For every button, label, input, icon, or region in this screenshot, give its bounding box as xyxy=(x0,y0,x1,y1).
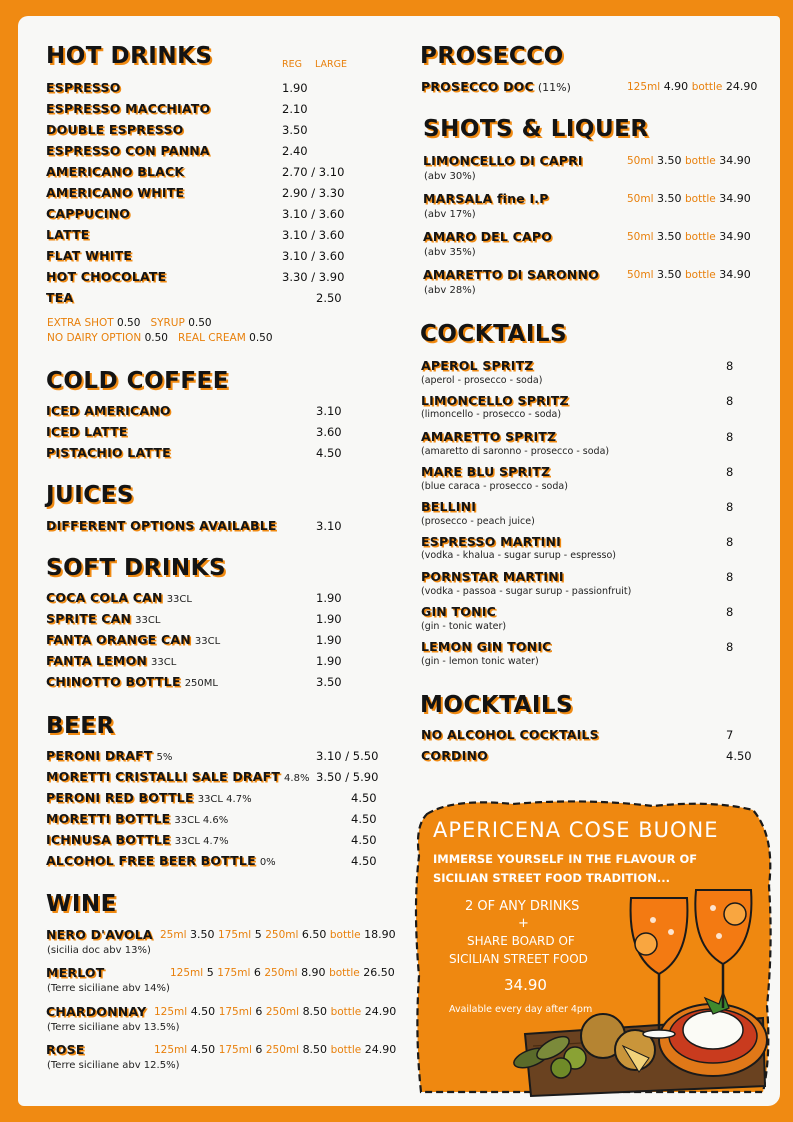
menu-price: 8 xyxy=(726,640,734,654)
menu-item: TEA xyxy=(46,290,74,305)
menu-item: APEROL SPRITZ xyxy=(421,358,534,373)
menu-price: 4.50 xyxy=(351,833,377,847)
menu-item: DIFFERENT OPTIONS AVAILABLE xyxy=(46,518,277,533)
menu-item-note: (sicilia doc abv 13%) xyxy=(47,945,151,956)
menu-item-note: (vodka - passoa - sugar surup - passionfruit) xyxy=(421,586,632,597)
cocktails-heading: COCKTAILS xyxy=(420,321,568,347)
promo-line-3: SICILIAN STREET FOOD xyxy=(449,952,588,966)
menu-price: 8 xyxy=(726,605,734,619)
wine-prices: 125ml 4.50 175ml 6 250ml 8.50 bottle 24.90 xyxy=(154,1005,397,1018)
menu-price: 3.10 / 3.60 xyxy=(282,249,345,263)
menu-price: 3.10 xyxy=(316,404,342,418)
menu-price: 3.10 / 3.60 xyxy=(282,228,345,242)
menu-price: 8 xyxy=(726,430,734,444)
cold-coffee-heading: COLD COFFEE xyxy=(46,368,229,394)
menu-item: PORNSTAR MARTINI xyxy=(421,569,564,584)
menu-price: 4.50 xyxy=(316,446,342,460)
menu-price: 3.60 xyxy=(316,425,342,439)
menu-price: 1.90 xyxy=(316,633,342,647)
menu-item: ICED LATTE xyxy=(46,424,128,439)
menu-price: 8 xyxy=(726,500,734,514)
apericena-promo xyxy=(413,796,777,1100)
menu-item: LATTE xyxy=(46,227,90,242)
wine-prices: 125ml 5 175ml 6 250ml 8.90 bottle 26.50 xyxy=(170,966,395,979)
menu-price: 3.30 / 3.90 xyxy=(282,270,345,284)
promo-note: Available every day after 4pm xyxy=(449,1004,593,1015)
menu-item-note: (aperol - prosecco - soda) xyxy=(421,375,543,386)
menu-item: MORETTI CRISTALLI SALE DRAFT 4.8% xyxy=(46,769,310,784)
menu-item-note: (Terre siciliane abv 12.5%) xyxy=(47,1060,180,1071)
menu-price: 1.90 xyxy=(316,654,342,668)
menu-item: AMERICANO BLACK xyxy=(46,164,185,179)
menu-item-note: (abv 30%) xyxy=(424,171,476,182)
menu-price: 3.50 / 5.90 xyxy=(316,770,379,784)
menu-price: 3.10 xyxy=(316,519,342,533)
menu-item: MARE BLU SPRITZ xyxy=(421,464,551,479)
menu-item-note: (Terre siciliane abv 14%) xyxy=(47,983,170,994)
menu-item: BELLINI xyxy=(421,499,477,514)
prosecco-prices: 125ml 4.90 bottle 24.90 xyxy=(627,80,758,93)
menu-item-note: (prosecco - peach juice) xyxy=(421,516,535,527)
menu-item-note: (gin - lemon tonic water) xyxy=(421,656,539,667)
extras-line-2: NO DAIRY OPTION 0.50 REAL CREAM 0.50 xyxy=(47,332,273,344)
promo-plus: + xyxy=(518,916,529,931)
menu-price: 7 xyxy=(726,728,734,742)
shot-prices: 50ml 3.50 bottle 34.90 xyxy=(627,268,751,281)
wine-heading: WINE xyxy=(46,891,117,917)
menu-price: 2.10 xyxy=(282,102,308,116)
menu-price: 8 xyxy=(726,535,734,549)
menu-item: CORDINO xyxy=(421,748,488,763)
menu-item: LIMONCELLO SPRITZ xyxy=(421,393,569,408)
promo-line-2: SHARE BOARD OF xyxy=(467,934,575,948)
menu-price: 2.90 / 3.30 xyxy=(282,186,345,200)
shots-heading: SHOTS & LIQUER xyxy=(423,116,649,142)
menu-item-note: (gin - tonic water) xyxy=(421,621,507,632)
menu-item: ESPRESSO xyxy=(46,80,121,95)
menu-price: 3.50 xyxy=(316,675,342,689)
menu-price: 1.90 xyxy=(282,81,308,95)
menu-price: 2.50 xyxy=(316,291,342,305)
promo-line-1: 2 OF ANY DRINKS xyxy=(465,899,580,914)
menu-item-note: (limoncello - prosecco - soda) xyxy=(421,409,562,420)
menu-item: CHINOTTO BOTTLE 250ML xyxy=(46,674,218,689)
promo-price: 34.90 xyxy=(504,976,547,994)
menu-item: PROSECCO DOC (11%) xyxy=(421,79,571,94)
menu-price: 2.40 xyxy=(282,144,308,158)
menu-item-note: (vodka - khalua - sugar surup - espresso) xyxy=(421,550,617,561)
menu-item-note: (Terre siciliane abv 13.5%) xyxy=(47,1022,180,1033)
menu-item: ESPRESSO MACCHIATO xyxy=(46,101,211,116)
menu-item: MERLOT xyxy=(46,965,105,980)
menu-item: GIN TONIC xyxy=(421,604,496,619)
menu-item: ESPRESSO MARTINI xyxy=(421,534,561,549)
menu-item: NO ALCOHOL COCKTAILS xyxy=(421,727,599,742)
menu-item: FLAT WHITE xyxy=(46,248,133,263)
menu-item-note: (abv 28%) xyxy=(424,285,476,296)
menu-item: AMARO DEL CAPO xyxy=(423,229,553,244)
menu-item: FANTA LEMON 33CL xyxy=(46,653,177,668)
reg-label: REG xyxy=(282,59,302,70)
prosecco-heading: PROSECCO xyxy=(420,43,564,69)
menu-item: PISTACHIO LATTE xyxy=(46,445,171,460)
juices-heading: JUICES xyxy=(46,482,134,508)
menu-price: 4.50 xyxy=(726,749,752,763)
promo-intro-1: IMMERSE YOURSELF IN THE FLAVOUR OF xyxy=(433,852,698,866)
menu-item-note: (abv 17%) xyxy=(424,209,476,220)
menu-item: COCA COLA CAN 33CL xyxy=(46,590,192,605)
soft-drinks-heading: SOFT DRINKS xyxy=(46,555,227,581)
menu-price: 3.50 xyxy=(282,123,308,137)
menu-item: ROSE xyxy=(46,1042,85,1057)
menu-item: ICHNUSA BOTTLE 33CL 4.7% xyxy=(46,832,229,847)
menu-item: SPRITE CAN 33CL xyxy=(46,611,161,626)
menu-price: 8 xyxy=(726,359,734,373)
shot-prices: 50ml 3.50 bottle 34.90 xyxy=(627,192,751,205)
menu-item: FANTA ORANGE CAN 33CL xyxy=(46,632,221,647)
menu-item: ICED AMERICANO xyxy=(46,403,171,418)
menu-item: ALCOHOL FREE BEER BOTTLE 0% xyxy=(46,853,276,868)
menu-item: DOUBLE ESPRESSO xyxy=(46,122,184,137)
menu-item: PERONI DRAFT 5% xyxy=(46,748,173,763)
menu-item-note: (blue caraca - prosecco - soda) xyxy=(421,481,568,492)
menu-price: 8 xyxy=(726,394,734,408)
menu-price: 4.50 xyxy=(351,812,377,826)
promo-intro-2: SICILIAN STREET FOOD TRADITION... xyxy=(433,871,670,885)
menu-item: HOT CHOCOLATE xyxy=(46,269,167,284)
menu-item: NERO D'AVOLA xyxy=(46,927,153,942)
mocktails-heading: MOCKTAILS xyxy=(420,692,574,718)
menu-item: PERONI RED BOTTLE 33CL 4.7% xyxy=(46,790,252,805)
menu-item: MARSALA fine I.P xyxy=(423,191,549,206)
menu-price: 1.90 xyxy=(316,591,342,605)
menu-price: 4.50 xyxy=(351,791,377,805)
wine-prices: 125ml 4.50 175ml 6 250ml 8.50 bottle 24.90 xyxy=(154,1043,397,1056)
menu-item: AMARETTO SPRITZ xyxy=(421,429,557,444)
menu-price: 8 xyxy=(726,570,734,584)
menu-price: 8 xyxy=(726,465,734,479)
extras-line-1: EXTRA SHOT 0.50 SYRUP 0.50 xyxy=(47,317,212,329)
menu-item-note: (amaretto di saronno - prosecco - soda) xyxy=(421,446,610,457)
wine-prices: 25ml 3.50 175ml 5 250ml 6.50 bottle 18.90 xyxy=(160,928,396,941)
menu-price: 2.70 / 3.10 xyxy=(282,165,345,179)
menu-price: 4.50 xyxy=(351,854,377,868)
menu-item: LEMON GIN TONIC xyxy=(421,639,552,654)
menu-item: MORETTI BOTTLE 33CL 4.6% xyxy=(46,811,229,826)
menu-item: AMARETTO DI SARONNO xyxy=(423,267,599,282)
promo-title: APERICENA COSE BUONE xyxy=(433,818,719,842)
menu-price: 3.10 / 3.60 xyxy=(282,207,345,221)
menu-item: CHARDONNAY xyxy=(46,1004,147,1019)
menu-item: ESPRESSO CON PANNA xyxy=(46,143,210,158)
large-label: LARGE xyxy=(315,59,347,70)
shot-prices: 50ml 3.50 bottle 34.90 xyxy=(627,230,751,243)
hot-drinks-heading: HOT DRINKS xyxy=(46,43,213,69)
menu-price: 1.90 xyxy=(316,612,342,626)
menu-item: AMERICANO WHITE xyxy=(46,185,185,200)
menu-item: CAPPUCINO xyxy=(46,206,131,221)
menu-price: 3.10 / 5.50 xyxy=(316,749,379,763)
menu-item: LIMONCELLO DI CAPRI xyxy=(423,153,583,168)
menu-item-note: (abv 35%) xyxy=(424,247,476,258)
shot-prices: 50ml 3.50 bottle 34.90 xyxy=(627,154,751,167)
beer-heading: BEER xyxy=(46,713,115,739)
